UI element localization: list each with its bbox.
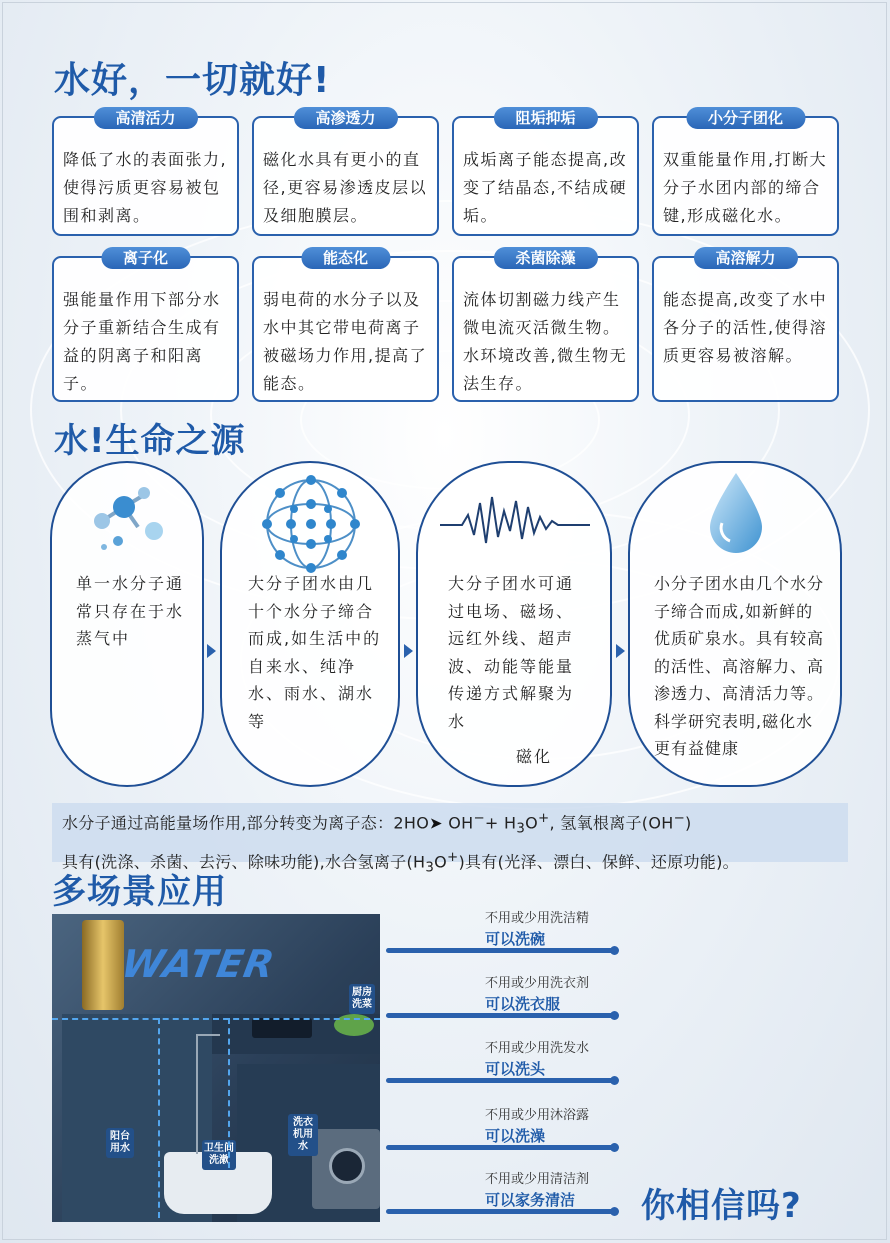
scene-illustration	[52, 914, 380, 1222]
energy-wave-icon	[440, 493, 590, 553]
scene-tag-kitchen: 厨房洗菜	[349, 984, 375, 1014]
use-item-sub: 不用或少用洗衣剂	[485, 976, 590, 991]
use-item-line	[386, 1013, 616, 1018]
life-step-text-tail: 磁化	[516, 747, 553, 766]
arrow-right-icon: ➤	[429, 813, 443, 833]
feature-card-hd-vitality	[52, 109, 239, 236]
life-step-text: 单一水分子通常只存在于水蒸气中	[76, 574, 185, 648]
feature-card-tag: 高溶解力	[693, 247, 797, 269]
feature-card-tag: 阻垢抑垢	[493, 107, 597, 129]
scene-tag-washer: 洗衣机用水	[288, 1114, 318, 1156]
water-molecule-icon	[82, 477, 172, 557]
feature-card-energy-state	[252, 249, 439, 402]
use-item-sub: 不用或少用洗洁精	[485, 911, 590, 926]
use-item-line	[386, 948, 616, 953]
feature-card-text: 强能量作用下部分水分子重新结合生成有益的阴离子和阳离子。	[63, 290, 221, 393]
life-step-text: 小分子团水由几个水分子缔合而成,如新鲜的优质矿泉水。具有较高的活性、高溶解力、高渗透力、高清活力等。科学研究表明,磁化水更有益健康	[654, 574, 825, 758]
water-logo-text: WATER	[118, 942, 279, 986]
feature-card-text: 降低了水的表面张力,使得污质更容易被包围和剥离。	[63, 150, 228, 225]
feature-card-tag: 能态化	[301, 247, 390, 269]
use-item-line	[386, 1078, 616, 1083]
feature-card-tag: 高渗透力	[293, 107, 397, 129]
life-step-small-cluster	[628, 461, 842, 787]
water-drop-icon	[706, 471, 766, 555]
feature-card-text: 成垢离子能态提高,改变了结晶态,不结成硬垢。	[463, 150, 628, 225]
use-item-main: 可以洗衣服	[485, 995, 561, 1013]
use-item-main: 可以洗澡	[485, 1127, 546, 1145]
feature-card-text: 磁化水具有更小的直径,更容易渗透皮层以及细胞膜层。	[263, 150, 428, 225]
section-title-multi-scene: 多场景应用	[52, 872, 227, 912]
life-step-energy-breakup	[416, 461, 612, 787]
scene-tag-bathroom: 卫生间洗漱	[202, 1140, 236, 1170]
molecule-cluster-icon	[256, 469, 366, 579]
feature-card-text: 流体切割磁力线产生微电流灭活微生物。水环境改善,微生物无法生存。	[463, 290, 628, 393]
use-item-main: 可以洗碗	[485, 930, 546, 948]
section-title-water-good: 水好，一切就好!	[54, 60, 331, 101]
feature-card-tag: 小分子团化	[686, 107, 805, 129]
feature-card-scale-inhibit	[452, 109, 639, 236]
feature-card-tag: 高清活力	[93, 107, 197, 129]
use-item-sub: 不用或少用清洁剂	[485, 1172, 590, 1187]
feature-card-penetration	[252, 109, 439, 236]
feature-card-text: 双重能量作用,打断大分子水团内部的缔合键,形成磁化水。	[663, 150, 828, 225]
use-item-line	[386, 1209, 616, 1214]
chevron-right-icon	[404, 644, 413, 658]
feature-card-tag: 杀菌除藻	[493, 247, 597, 269]
feature-card-ionization	[52, 249, 239, 402]
use-item-main: 可以家务清洁	[485, 1191, 576, 1209]
closing-question: 你相信吗?	[641, 1186, 802, 1226]
feature-card-tag: 离子化	[101, 247, 190, 269]
feature-card-text: 能态提高,改变了水中各分子的活性,使得溶质更容易被溶解。	[663, 290, 828, 365]
feature-card-solubility	[652, 249, 839, 402]
section-title-life-source: 水!生命之源	[54, 421, 246, 461]
use-item-sub: 不用或少用洗发水	[485, 1041, 590, 1056]
chevron-right-icon	[207, 644, 216, 658]
life-step-text: 大分子团水可通过电场、磁场、远红外线、超声波、动能等能量传递方式解聚为水	[448, 574, 575, 731]
life-step-large-cluster	[220, 461, 400, 787]
feature-card-small-cluster	[652, 109, 839, 236]
scene-tag-balcony: 阳台用水	[106, 1128, 134, 1158]
ion-note	[52, 803, 848, 876]
ion-note-line-2: 具有(洗涤、杀菌、去污、除味功能),水合氢离子$(H_3O^+)$具有(光泽、漂白、保鲜、还原功能)。	[62, 849, 739, 876]
life-step-single-molecule	[50, 461, 204, 787]
ion-note-line-1: 水分子通过高能量场作用,部分转变为离子态：2HO➤ $OH^-+ H_3O^+$, 氢氧根离子(OH−)	[62, 811, 692, 837]
use-item-main: 可以洗头	[485, 1060, 546, 1078]
feature-card-sterilize	[452, 249, 639, 402]
use-item-line	[386, 1145, 616, 1150]
chevron-right-icon	[616, 644, 625, 658]
life-step-text: 大分子团水由几十个水分子缔合而成,如生活中的自来水、纯净水、雨水、湖水等	[248, 574, 382, 731]
feature-card-text: 弱电荷的水分子以及水中其它带电荷离子被磁场力作用,提高了能态。	[263, 290, 428, 393]
use-item-sub: 不用或少用沐浴露	[485, 1108, 590, 1123]
